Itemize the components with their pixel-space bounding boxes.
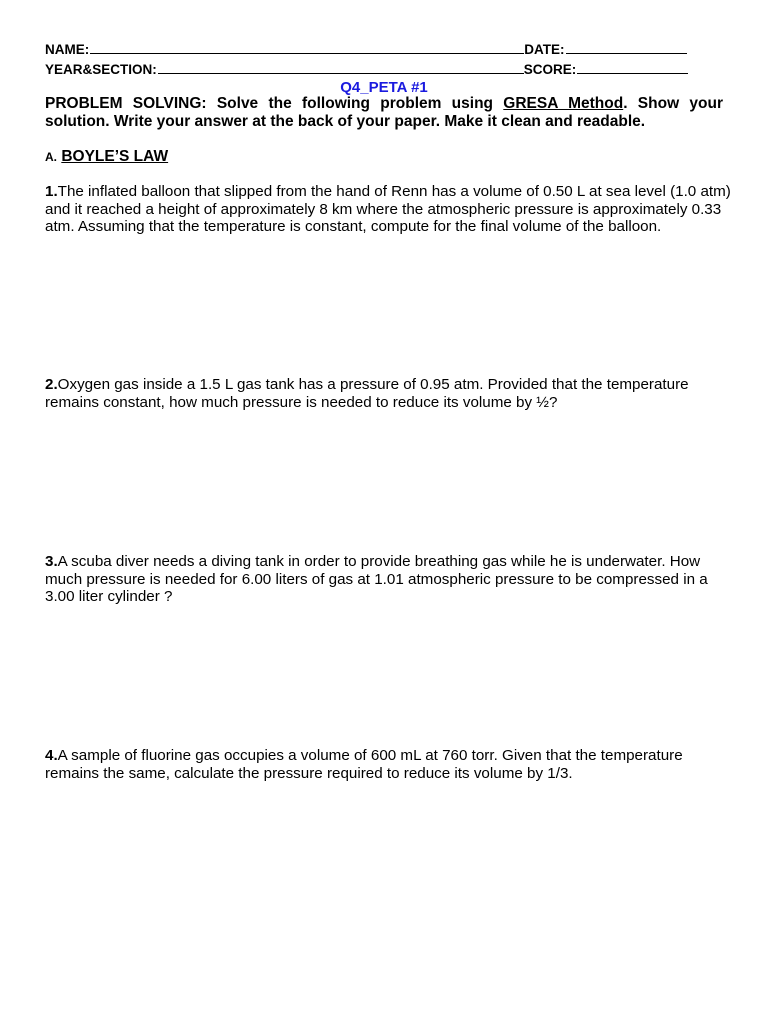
problem-1 <box>45 183 735 236</box>
year-section-blank-line <box>158 60 524 74</box>
section-letter: A. <box>45 150 57 164</box>
worksheet-title: Q4_PETA #1 <box>340 79 428 96</box>
instructions-method: GRESA Method <box>503 95 624 112</box>
section-heading <box>45 148 168 166</box>
score-label: SCORE: <box>523 62 577 77</box>
problem-3-text: A scuba diver needs a diving tank in order to provide breathing gas while he is underwater. How much pressure is needed for 6.00 liters of gas at 1.01 atmospheric pressure to be compressed in a 3.00 liter cylinder ? <box>45 553 708 605</box>
instructions <box>45 95 723 130</box>
problem-2-number: 2. <box>45 376 58 393</box>
year-score-row <box>45 60 688 77</box>
problem-4-text: A sample of fluorine gas occupies a volume of 600 mL at 760 torr. Given that the temperature remains the same, calculate the pressure required to reduce its volume by 1/3. <box>45 747 683 782</box>
problem-2-text: Oxygen gas inside a 1.5 L gas tank has a pressure of 0.95 atm. Provided that the temperature remains constant, how much pressure is needed to reduce its volume by ½? <box>45 376 689 411</box>
problem-4 <box>45 747 735 782</box>
name-date-row <box>45 40 687 57</box>
name-blank-line <box>90 40 524 54</box>
problem-3-number: 3. <box>45 553 58 570</box>
problem-3 <box>45 553 735 606</box>
instructions-text-before: : Solve the following problem using <box>201 95 504 112</box>
problem-1-text: The inflated balloon that slipped from the hand of Renn has a volume of 0.50 L at sea level (1.0 atm) and it reached a height of approximately 8 km where the atmospheric pressure is approximately 0.33 atm. Assuming that the temperature is constant, compute for the final volume of the balloon. <box>45 183 731 235</box>
date-label: DATE: <box>524 42 565 57</box>
name-label: NAME: <box>45 42 90 57</box>
section-title: BOYLE’S LAW <box>61 148 169 165</box>
problem-2 <box>45 376 735 411</box>
problem-4-number: 4. <box>45 747 58 764</box>
score-blank-line <box>577 60 688 74</box>
instructions-text-after: . Show your solution. Write your answer at the back of your paper. Make it clean and readable. <box>45 95 723 130</box>
year-section-label: YEAR&SECTION: <box>45 62 157 77</box>
instructions-lead: PROBLEM SOLVING <box>45 95 202 112</box>
date-blank-line <box>566 40 687 54</box>
problem-1-number: 1. <box>45 183 58 200</box>
